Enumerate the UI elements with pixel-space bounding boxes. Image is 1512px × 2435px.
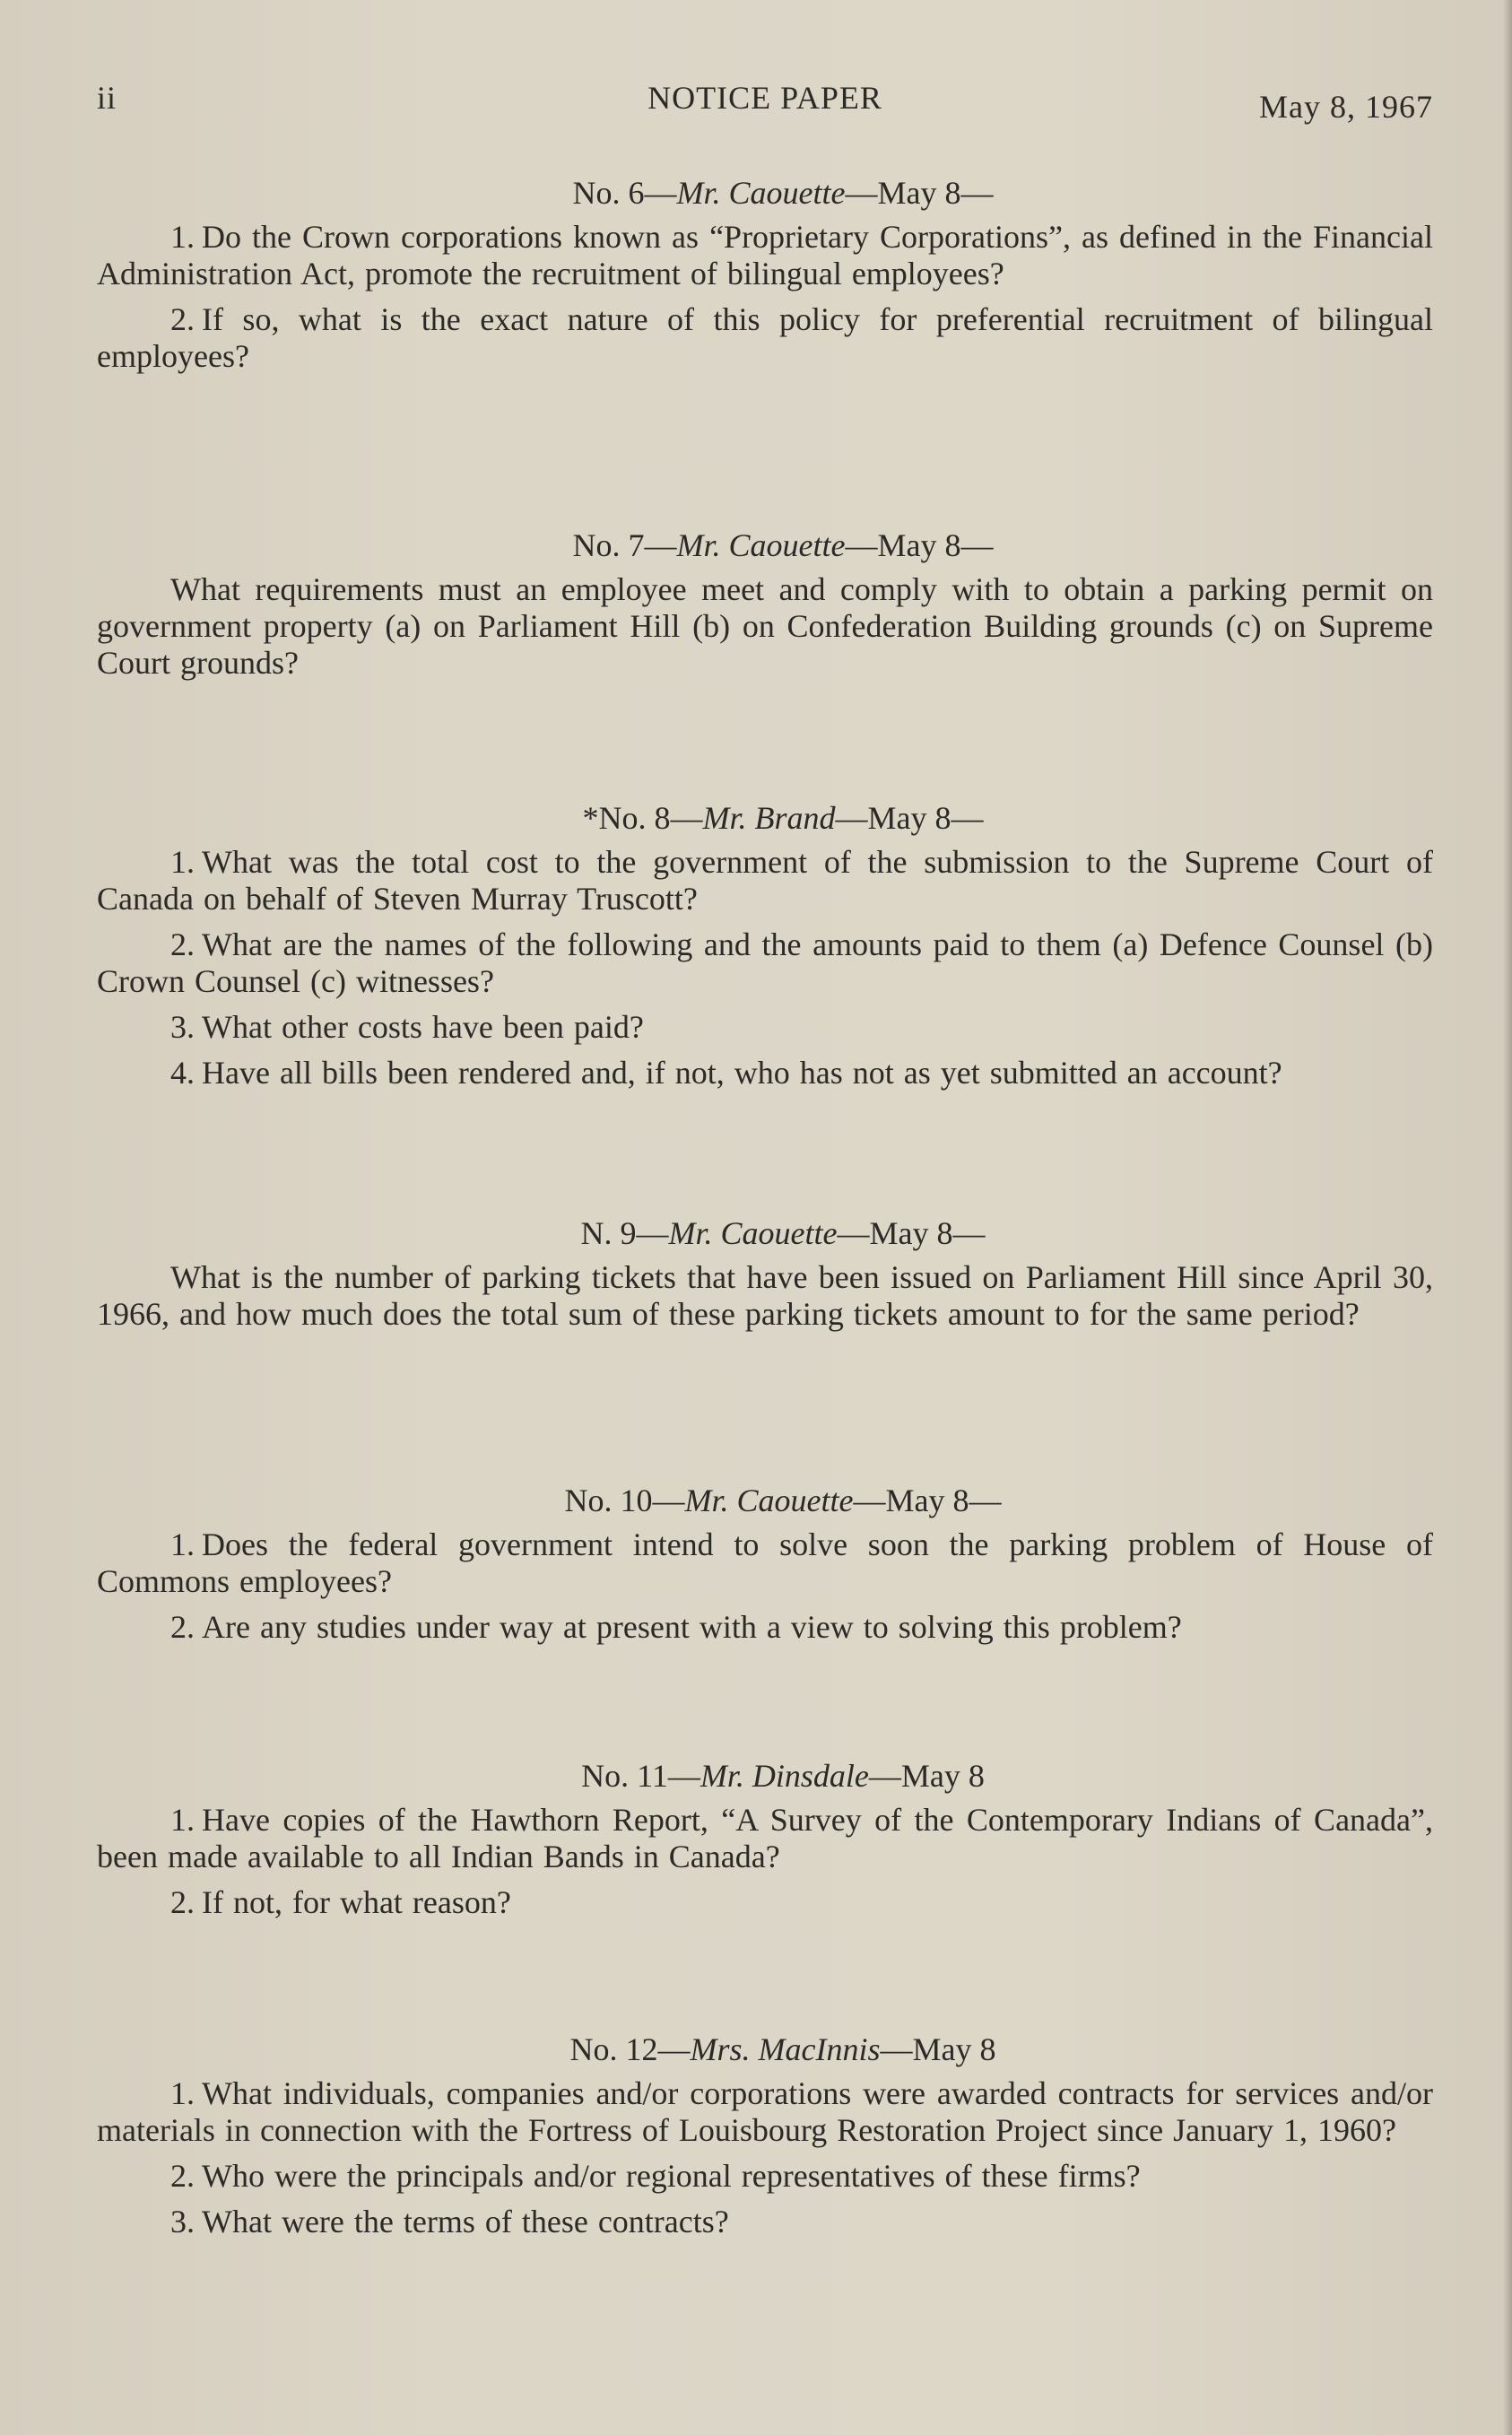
question-paragraph — [97, 219, 1433, 292]
question-paragraph — [97, 1609, 1433, 1646]
question-no-7 — [97, 527, 1433, 691]
question-date: —May 8— — [835, 800, 984, 836]
question-paragraph — [97, 2075, 1433, 2149]
question-paragraph — [97, 1526, 1433, 1600]
page-date: May 8, 1967 — [1259, 89, 1433, 125]
paragraph-text: If so, what is the exact nature of this policy for preferential recruitment of bilingual employees? — [97, 301, 1433, 374]
question-member: Mr. Dinsdale — [700, 1758, 869, 1794]
question-date: —May 8 — [868, 1758, 985, 1794]
paragraph-number: 2. — [170, 301, 195, 337]
question-no-10 — [97, 1483, 1433, 1655]
question-number: No. 6— — [572, 175, 677, 211]
paragraph-text: Do the Crown corporations known as “Proprietary Corporations”, as defined in the Financial Administration Act, promote the recruitment of bilingual employees? — [97, 219, 1433, 291]
question-paragraph — [97, 926, 1433, 1000]
question-date: —May 8— — [845, 175, 994, 211]
question-paragraph — [97, 301, 1433, 375]
paragraph-number: 2. — [170, 1609, 195, 1645]
paragraph-text: If not, for what reason? — [202, 1884, 511, 1920]
question-number: N. 9— — [580, 1215, 669, 1251]
question-paragraph — [97, 1055, 1433, 1091]
question-no-6 — [97, 175, 1433, 384]
question-member: Mr. Caouette — [676, 527, 846, 563]
paragraph-number: 3. — [170, 1009, 195, 1045]
question-member: Mr. Brand — [702, 800, 836, 836]
question-no-8 — [97, 800, 1433, 1100]
paragraph-text: What requirements must an employee meet and comply with to obtain a parking permit on government property (a) on Parliament Hill (b) on Confederation Building grounds (c) on Supreme Court grounds? — [97, 571, 1433, 681]
paragraph-text: What individuals, companies and/or corporations were awarded contracts for services and/or materials in connection with the Fortress of Louisbourg Restoration Project since January 1, 1960? — [97, 2075, 1433, 2148]
question-date: —May 8— — [853, 1483, 1002, 1518]
paragraph-number: 1. — [170, 1802, 195, 1838]
paragraph-text: What is the number of parking tickets that have been issued on Parliament Hill since April 30, 1966, and how much does the total sum of these parking tickets amount to for the same period? — [97, 1259, 1433, 1332]
paragraph-number: 1. — [170, 844, 195, 880]
page-header — [97, 79, 1433, 124]
page-edge-shadow — [1503, 0, 1512, 2435]
question-heading — [97, 1483, 1433, 1519]
paragraph-text: What other costs have been paid? — [202, 1009, 644, 1045]
question-paragraph — [97, 1884, 1433, 1921]
question-member: Mr. Caouette — [676, 175, 846, 211]
question-number: No. 11— — [581, 1758, 700, 1794]
paragraph-text: Have copies of the Hawthorn Report, “A Survey of the Contemporary Indians of Canada”, been made available to all Indian Bands in Canada? — [97, 1802, 1433, 1874]
paragraph-text: What are the names of the following and the amounts paid to them (a) Defence Counsel (b) Crown Counsel (c) witnesses? — [97, 926, 1433, 999]
question-number: No. 7— — [572, 527, 677, 563]
paragraph-number: 1. — [170, 1526, 195, 1562]
question-paragraph — [97, 2204, 1433, 2240]
question-number: *No. 8— — [582, 800, 703, 836]
question-heading — [97, 2031, 1433, 2068]
question-heading — [97, 175, 1433, 212]
question-heading — [97, 800, 1433, 837]
paragraph-text: What was the total cost to the government of the submission to the Supreme Court of Canada on behalf of Steven Murray Truscott? — [97, 844, 1433, 917]
question-no-9 — [97, 1215, 1433, 1342]
question-date: —May 8 — [880, 2031, 996, 2067]
paragraph-number: 3. — [170, 2204, 195, 2239]
question-member: Mr. Caouette — [668, 1215, 838, 1251]
paragraph-number: 2. — [170, 1884, 195, 1920]
question-paragraph — [97, 1259, 1433, 1333]
paragraph-text: Have all bills been rendered and, if not, who has not as yet submitted an account? — [202, 1055, 1282, 1091]
page-folio: ii — [97, 80, 117, 116]
page-title: NOTICE PAPER — [647, 80, 882, 116]
question-paragraph — [97, 1009, 1433, 1046]
question-member: Mr. Caouette — [684, 1483, 854, 1518]
question-number: No. 12— — [569, 2031, 691, 2067]
paragraph-text: Are any studies under way at present with a view to solving this problem? — [202, 1609, 1182, 1645]
paragraph-text: Who were the principals and/or regional representatives of these firms? — [202, 2158, 1141, 2194]
question-date: —May 8— — [837, 1215, 986, 1251]
question-heading — [97, 1215, 1433, 1252]
paragraph-number: 4. — [170, 1055, 195, 1091]
question-heading — [97, 1758, 1433, 1795]
paragraph-text: Does the federal government intend to solve soon the parking problem of House of Commons employees? — [97, 1526, 1433, 1599]
paragraph-number: 1. — [170, 219, 195, 255]
paragraph-number: 2. — [170, 2158, 195, 2194]
question-no-11 — [97, 1758, 1433, 1930]
question-number: No. 10— — [564, 1483, 685, 1518]
question-paragraph — [97, 1802, 1433, 1875]
question-paragraph — [97, 571, 1433, 682]
paragraph-number: 2. — [170, 926, 195, 962]
question-paragraph — [97, 2158, 1433, 2195]
question-member: Mrs. MacInnis — [690, 2031, 881, 2067]
paragraph-text: What were the terms of these contracts? — [202, 2204, 729, 2239]
question-paragraph — [97, 844, 1433, 917]
question-no-12 — [97, 2031, 1433, 2249]
question-date: —May 8— — [845, 527, 994, 563]
paragraph-number: 1. — [170, 2075, 195, 2111]
question-heading — [97, 527, 1433, 564]
